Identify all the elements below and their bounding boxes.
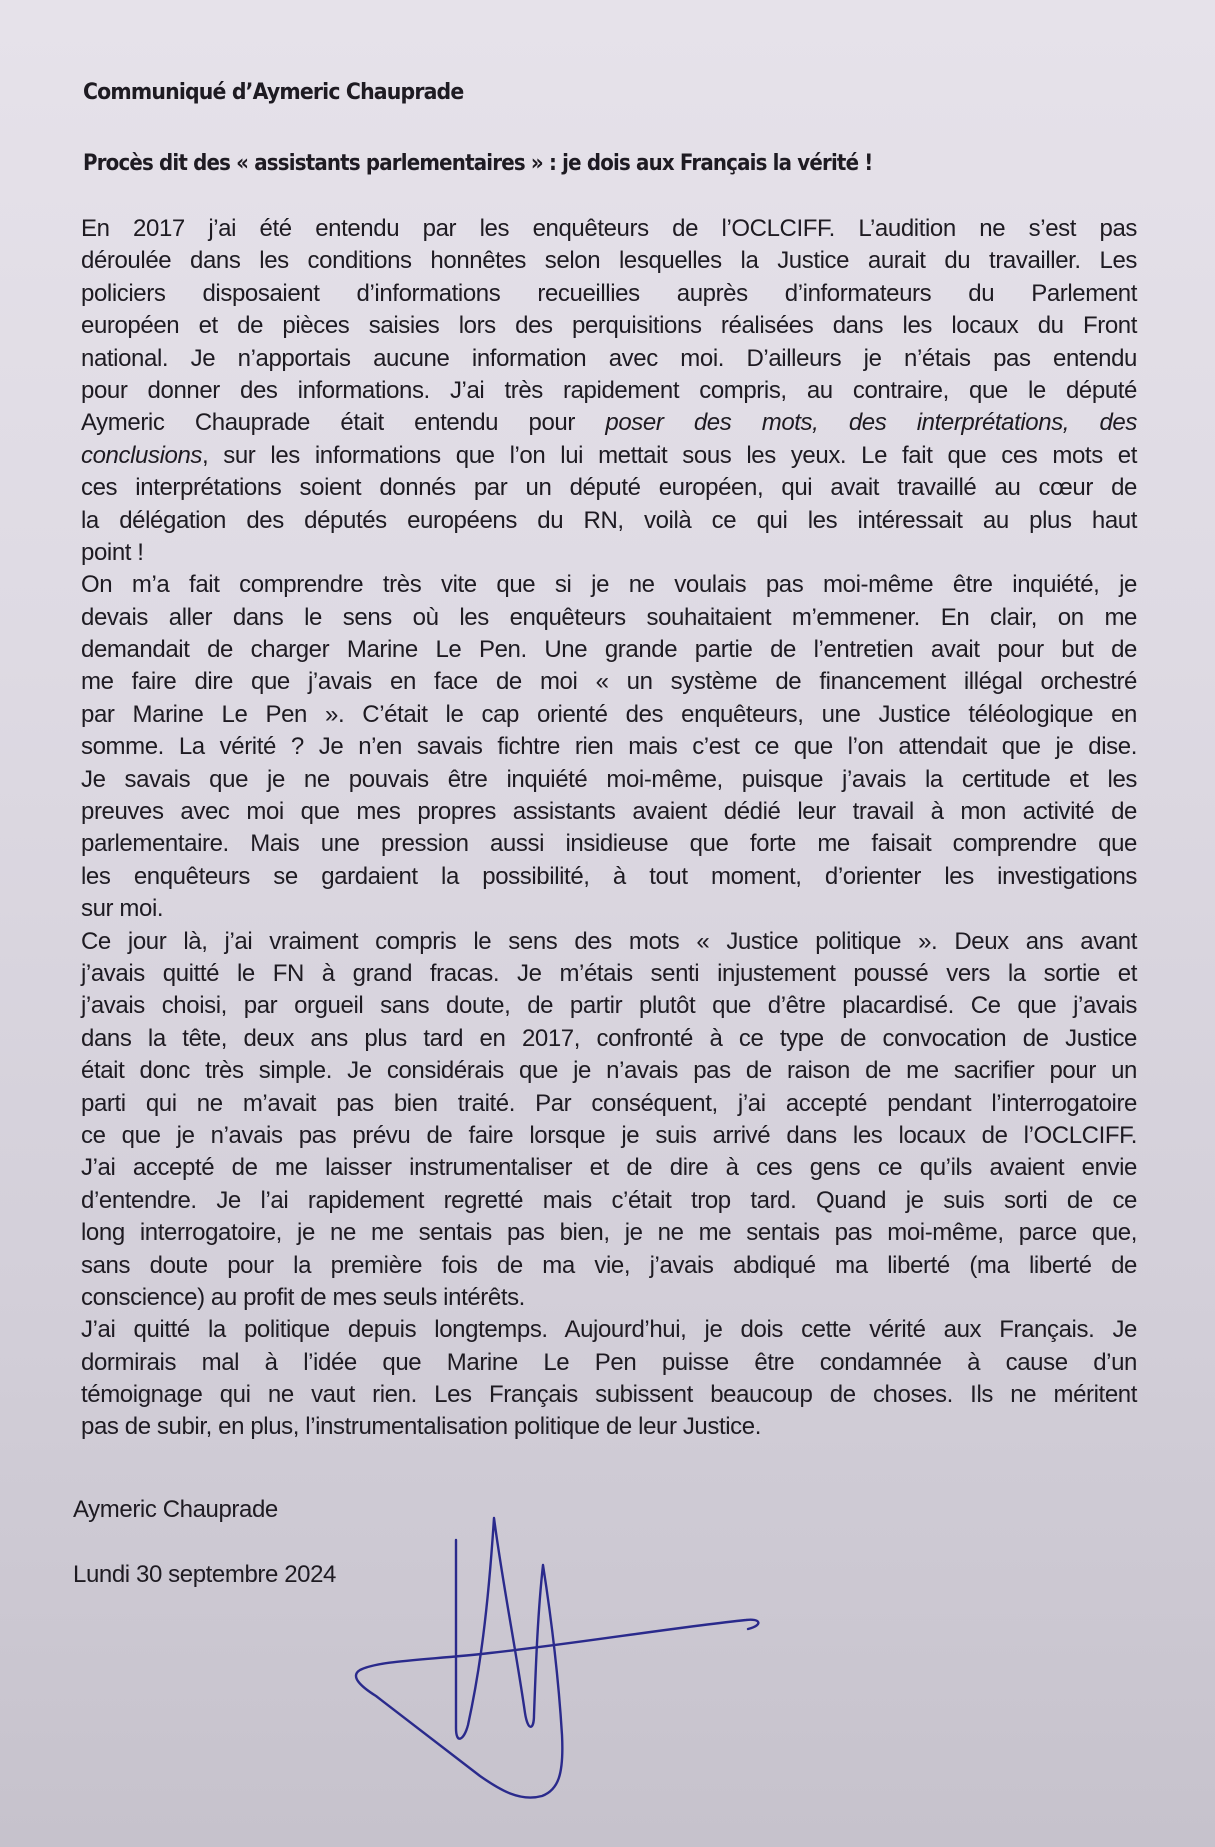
body-line: point ! [81,538,144,566]
body-line: ces interprétations soient donnés par un député européen, qui avait travaillé au cœur de [81,474,1137,502]
body-line: était donc très simple. Je considérais que je n’avais pas de raison de me sacrifier pour un [81,1057,1137,1085]
body-line: dormirais mal à l’idée que Marine Le Pen puisse être condamnée à cause d’un [81,1348,1137,1376]
body-line: J’ai quitté la politique depuis longtemps. Aujourd’hui, je dois cette vérité aux Français. Je [81,1316,1137,1344]
body-line: témoignage qui ne vaut rien. Les Français subissent beaucoup de choses. Ils ne méritent [81,1381,1137,1409]
body-line: déroulée dans les conditions honnêtes selon lesquelles la Justice aurait du travailler. Les [81,247,1137,275]
body-line: dans la tête, deux ans plus tard en 2017, confronté à ce type de convocation de Justice [81,1024,1137,1052]
letter-body [81,213,1137,1444]
signatory-name: Aymeric Chauprade [73,1496,278,1523]
body-line: pas de subir, en plus, l’instrumentalisation politique de leur Justice. [81,1413,761,1441]
body-line: sur moi. [81,895,164,923]
body-line: national. Je n’apportais aucune information avec moi. D’ailleurs je n’étais pas entendu [81,344,1137,372]
document-subheading: Procès dit des « assistants parlementaires » : je dois aux Français la vérité ! [83,151,873,176]
body-line: européen et de pièces saisies lors des perquisitions réalisées dans les locaux du Front [81,312,1137,340]
body-line: long interrogatoire, je ne me sentais pas bien, je ne me sentais pas moi-même, parce que, [81,1219,1137,1247]
body-line: parlementaire. Mais une pression aussi insidieuse que forte me faisait comprendre que [81,830,1137,858]
handwritten-signature [280,1500,780,1800]
body-line: parti qui ne m’avait pas bien traité. Par conséquent, j’ai accepté pendant l’interrogatoire [81,1089,1137,1117]
body-line: devais aller dans le sens où les enquêteurs souhaitaient m’emmener. En clair, on me [81,603,1137,631]
body-line: conscience) au profit de mes seuls intérêts. [81,1283,525,1311]
body-line [81,407,1137,439]
body-line: demandait de charger Marine Le Pen. Une grande partie de l’entretien avait pour but de [81,636,1137,664]
signature-date: Lundi 30 septembre 2024 [73,1561,337,1588]
emphasized-text: poser des mots, des interprétations, des [605,409,1137,437]
body-line: sans doute pour la première fois de ma vie, j’avais abdiqué ma liberté (ma liberté de [81,1251,1137,1279]
body-line: somme. La vérité ? Je n’en savais fichtre rien mais c’est ce que l’on attendait que je dise. [81,733,1137,761]
body-line: pour donner des informations. J’ai très rapidement compris, au contraire, que le député [81,376,1137,404]
document-heading: Communiqué d’Aymeric Chauprade [83,80,464,105]
emphasized-text: conclusions [81,441,203,469]
body-line: me faire dire que j’avais en face de moi « un système de financement illégal orchestré [81,668,1137,696]
body-line [81,440,1137,472]
body-line: les enquêteurs se gardaient la possibilité, à tout moment, d’orienter les investigations [81,862,1137,890]
body-line: Je savais que je ne pouvais être inquiété moi-même, puisque j’avais la certitude et les [81,765,1137,793]
body-line: On m’a fait comprendre très vite que si je ne voulais pas moi-même être inquiété, je [81,571,1137,599]
body-line: j’avais quitté le FN à grand fracas. Je m’étais senti injustement poussé vers la sortie et [81,959,1137,987]
body-line: preuves avec moi que mes propres assistants avaient dédié leur travail à mon activité de [81,798,1137,826]
body-line: En 2017 j’ai été entendu par les enquêteurs de l’OCLCIFF. L’audition ne s’est pas [81,215,1137,242]
body-line: j’avais choisi, par orgueil sans doute, de partir plutôt que d’être placardisé. Ce que j’avais [81,992,1137,1020]
signature-stroke [356,1518,758,1798]
body-line: d’entendre. Je l’ai rapidement regretté mais c’était trop tard. Quand je suis sorti de ce [81,1186,1137,1214]
body-line: Ce jour là, j’ai vraiment compris le sens des mots « Justice politique ». Deux ans avant [81,927,1137,955]
body-text: , sur les informations que l’on lui mettait sous les yeux. Le fait que ces mots et [202,441,1137,469]
body-line: J’ai accepté de me laisser instrumentaliser et de dire à ces gens ce qu’ils avaient envie [81,1154,1137,1182]
body-line: la délégation des députés européens du RN, voilà ce qui les intéressait au plus haut [81,506,1137,534]
body-text: Aymeric Chauprade était entendu pour [81,409,606,437]
body-line: par Marine Le Pen ». C’était le cap orienté des enquêteurs, une Justice téléologique en [81,700,1137,728]
body-line: ce que je n’avais pas prévu de faire lorsque je suis arrivé dans les locaux de l’OCLCIFF. [81,1121,1137,1149]
body-line: policiers disposaient d’informations recueillies auprès d’informateurs du Parlement [81,279,1137,307]
